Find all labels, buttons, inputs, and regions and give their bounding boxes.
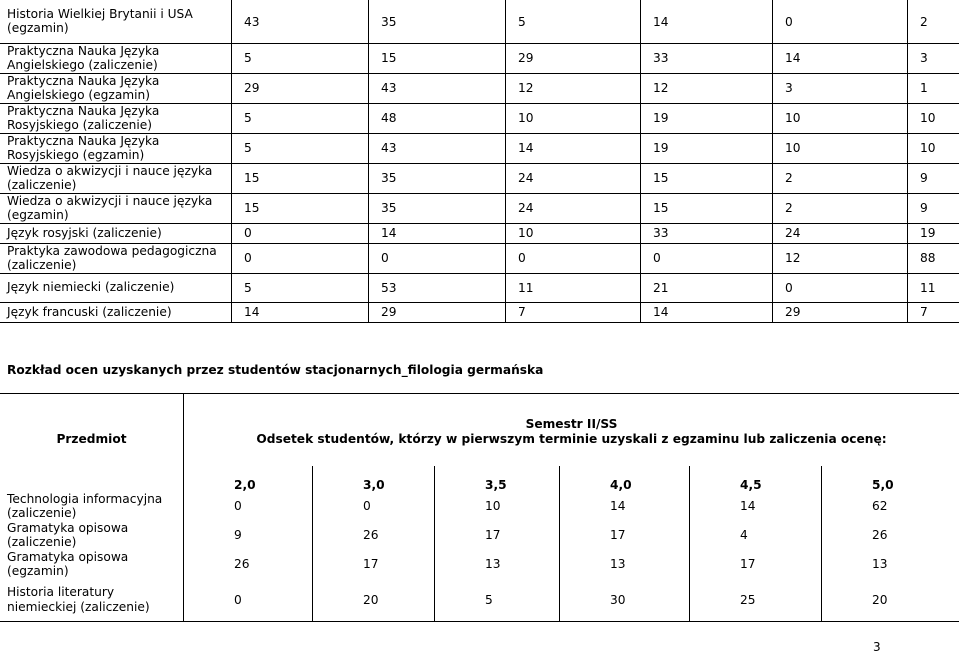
subject-cell: Język rosyjski (zaliczenie) — [0, 223, 232, 243]
table-row — [0, 0, 959, 43]
value-cell: 17 — [690, 550, 822, 579]
value-cell: 12 — [773, 243, 908, 273]
value-cell: 9 — [908, 193, 959, 223]
value-cell: 0 — [773, 0, 908, 43]
value-cell: 24 — [773, 223, 908, 243]
value-cell: 14 — [773, 43, 908, 73]
grades-table-top — [0, 0, 959, 323]
value-cell: 0 — [369, 243, 506, 273]
grade-label: 4,0 — [560, 466, 690, 492]
table-row — [0, 133, 959, 163]
value-cell: 7 — [908, 302, 959, 322]
grade-label: 4,5 — [690, 466, 822, 492]
semester-header — [184, 394, 959, 466]
value-cell: 25 — [690, 579, 822, 622]
value-cell: 13 — [822, 550, 959, 579]
section-heading: Rozkład ocen uzyskanych przez studentów stacjonarnych_filologia germańska — [7, 363, 543, 377]
table-row — [0, 521, 959, 550]
value-cell: 35 — [369, 0, 506, 43]
subject-cell: Praktyczna Nauka Języka Rosyjskiego (egzamin) — [0, 133, 232, 163]
table-row — [0, 579, 959, 622]
value-cell: 5 — [232, 43, 369, 73]
value-cell: 43 — [369, 133, 506, 163]
value-cell: 14 — [641, 302, 773, 322]
value-cell: 0 — [641, 243, 773, 273]
value-cell: 26 — [313, 521, 435, 550]
grades-table-bottom — [0, 393, 959, 622]
value-cell: 17 — [313, 550, 435, 579]
value-cell: 5 — [435, 579, 560, 622]
subject-cell: Wiedza o akwizycji i nauce języka (zaliczenie) — [0, 163, 232, 193]
table-row — [0, 273, 959, 302]
value-cell: 3 — [773, 73, 908, 103]
value-cell: 0 — [184, 579, 313, 622]
table-row — [0, 243, 959, 273]
grade-label: 3,0 — [313, 466, 435, 492]
grade-label: 2,0 — [184, 466, 313, 492]
value-cell: 19 — [908, 223, 959, 243]
subject-cell: Praktyczna Nauka Języka Angielskiego (zaliczenie) — [0, 43, 232, 73]
subject-cell: Technologia informacyjna (zaliczenie) — [0, 492, 184, 521]
value-cell: 9 — [184, 521, 313, 550]
grade-label: 3,5 — [435, 466, 560, 492]
value-cell: 20 — [313, 579, 435, 622]
table-row — [0, 223, 959, 243]
semester-description: Odsetek studentów, którzy w pierwszym terminie uzyskali z egzaminu lub zaliczenia ocenę: — [184, 432, 959, 447]
subject-cell: Praktyka zawodowa pedagogiczna (zaliczenie) — [0, 243, 232, 273]
value-cell: 14 — [369, 223, 506, 243]
value-cell: 29 — [369, 302, 506, 322]
value-cell: 7 — [506, 302, 641, 322]
value-cell: 35 — [369, 163, 506, 193]
value-cell: 0 — [506, 243, 641, 273]
value-cell: 13 — [560, 550, 690, 579]
value-cell: 10 — [773, 133, 908, 163]
value-cell: 15 — [369, 43, 506, 73]
value-cell: 15 — [232, 163, 369, 193]
value-cell: 3 — [908, 43, 959, 73]
subject-cell: Język niemiecki (zaliczenie) — [0, 273, 232, 302]
subject-cell: Gramatyka opisowa (egzamin) — [0, 550, 184, 579]
semester-label: Semestr II/SS — [184, 417, 959, 432]
value-cell: 15 — [641, 193, 773, 223]
value-cell: 10 — [506, 103, 641, 133]
value-cell: 10 — [435, 492, 560, 521]
value-cell: 11 — [506, 273, 641, 302]
value-cell: 21 — [641, 273, 773, 302]
subject-cell: Historia Wielkiej Brytanii i USA (egzamin) — [0, 0, 232, 43]
value-cell: 35 — [369, 193, 506, 223]
value-cell: 48 — [369, 103, 506, 133]
value-cell: 24 — [506, 163, 641, 193]
value-cell: 17 — [560, 521, 690, 550]
value-cell: 14 — [506, 133, 641, 163]
value-cell: 14 — [232, 302, 369, 322]
value-cell: 5 — [232, 103, 369, 133]
table-row — [0, 302, 959, 322]
value-cell: 30 — [560, 579, 690, 622]
value-cell: 14 — [641, 0, 773, 43]
value-cell: 5 — [232, 133, 369, 163]
value-cell: 2 — [773, 193, 908, 223]
value-cell: 10 — [908, 133, 959, 163]
value-cell: 33 — [641, 43, 773, 73]
value-cell: 33 — [641, 223, 773, 243]
value-cell: 43 — [369, 73, 506, 103]
value-cell: 12 — [506, 73, 641, 103]
table-row — [0, 492, 959, 521]
page-number: 3 — [873, 641, 881, 653]
value-cell: 29 — [506, 43, 641, 73]
value-cell: 0 — [232, 223, 369, 243]
value-cell: 10 — [506, 223, 641, 243]
value-cell: 29 — [232, 73, 369, 103]
table-row — [0, 103, 959, 133]
value-cell: 5 — [232, 273, 369, 302]
subject-cell: Historia literatury niemieckiej (zaliczenie) — [0, 579, 184, 622]
table-row — [0, 550, 959, 579]
subject-header: Przedmiot — [0, 394, 184, 466]
value-cell: 26 — [822, 521, 959, 550]
value-cell: 10 — [773, 103, 908, 133]
value-cell: 88 — [908, 243, 959, 273]
value-cell: 1 — [908, 73, 959, 103]
subject-cell: Praktyczna Nauka Języka Rosyjskiego (zaliczenie) — [0, 103, 232, 133]
value-cell: 9 — [908, 163, 959, 193]
grade-label: 5,0 — [822, 466, 959, 492]
value-cell: 10 — [908, 103, 959, 133]
value-cell: 14 — [560, 492, 690, 521]
value-cell: 14 — [690, 492, 822, 521]
grades-row — [0, 466, 959, 492]
value-cell: 2 — [908, 0, 959, 43]
subject-cell: Wiedza o akwizycji i nauce języka (egzamin) — [0, 193, 232, 223]
value-cell: 12 — [641, 73, 773, 103]
value-cell: 5 — [506, 0, 641, 43]
subject-cell: Gramatyka opisowa (zaliczenie) — [0, 521, 184, 550]
value-cell: 15 — [232, 193, 369, 223]
value-cell: 20 — [822, 579, 959, 622]
value-cell: 4 — [690, 521, 822, 550]
value-cell: 15 — [641, 163, 773, 193]
value-cell: 62 — [822, 492, 959, 521]
value-cell: 19 — [641, 103, 773, 133]
subject-cell: Praktyczna Nauka Języka Angielskiego (egzamin) — [0, 73, 232, 103]
table-row — [0, 73, 959, 103]
value-cell: 29 — [773, 302, 908, 322]
header-row — [0, 394, 959, 466]
value-cell: 24 — [506, 193, 641, 223]
subject-cell: Język francuski (zaliczenie) — [0, 302, 232, 322]
value-cell: 19 — [641, 133, 773, 163]
table-row — [0, 163, 959, 193]
value-cell: 0 — [773, 273, 908, 302]
value-cell: 0 — [232, 243, 369, 273]
value-cell: 0 — [184, 492, 313, 521]
value-cell: 11 — [908, 273, 959, 302]
value-cell: 2 — [773, 163, 908, 193]
value-cell: 13 — [435, 550, 560, 579]
value-cell: 17 — [435, 521, 560, 550]
table-row — [0, 43, 959, 73]
value-cell: 0 — [313, 492, 435, 521]
value-cell: 43 — [232, 0, 369, 43]
value-cell: 26 — [184, 550, 313, 579]
value-cell: 53 — [369, 273, 506, 302]
table-row — [0, 193, 959, 223]
